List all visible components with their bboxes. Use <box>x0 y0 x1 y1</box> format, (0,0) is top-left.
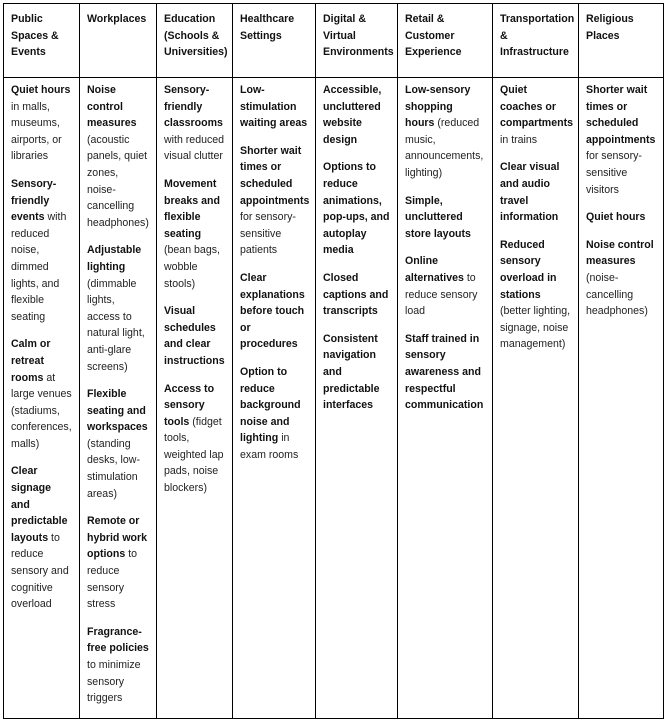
list-item <box>11 176 72 325</box>
item-detail: to reduce sensory and cognitive overload <box>11 531 69 611</box>
list-item <box>164 303 225 369</box>
item-title: Sensory-friendly events <box>11 177 57 224</box>
list-item <box>240 143 308 259</box>
list-item <box>500 237 571 353</box>
header-education: Education (Schools & Universities) <box>157 4 233 78</box>
list-item <box>87 513 149 613</box>
item-title: Option to reduce background noise and lighting <box>240 365 301 445</box>
header-retail: Retail & Customer Experience <box>398 4 493 78</box>
item-title: Simple, uncluttered store layouts <box>405 194 471 240</box>
list-item <box>323 270 390 320</box>
item-title: Clear signage and predictable layouts <box>11 465 68 544</box>
header-healthcare: Healthcare Settings <box>233 4 316 78</box>
item-title: Options to reduce animations, pop-ups, and autoplay media <box>323 161 390 257</box>
item-title: Noise control measures <box>586 238 654 268</box>
list-item <box>87 386 149 502</box>
item-title: Noise control measures <box>87 84 137 130</box>
item-detail: (better lighting, signage, noise management) <box>500 305 571 351</box>
item-detail: (standing desks, low-stimulation areas) <box>87 437 140 500</box>
item-detail: with reduced visual clutter <box>164 133 225 163</box>
list-item <box>164 381 225 497</box>
item-detail: with reduced noise, dimmed lights, and flexible seating <box>11 211 67 323</box>
header-public-spaces: Public Spaces & Events <box>4 4 80 78</box>
item-title: Clear visual and audio travel information <box>500 161 560 224</box>
item-title: Calm or retreat rooms <box>11 338 51 384</box>
item-detail: (noise-cancelling headphones) <box>586 271 648 318</box>
header-religious: Religious Places <box>579 4 664 78</box>
accommodations-table <box>3 3 664 719</box>
list-item <box>405 331 485 414</box>
item-title: Consistent navigation and predictable interfaces <box>323 332 380 412</box>
list-item <box>500 159 571 225</box>
item-title: Staff trained in sensory awareness and respectful communication <box>405 332 484 412</box>
item-title: Access to sensory tools <box>164 382 215 428</box>
list-item <box>87 82 149 231</box>
item-title: Clear explanations before touch or procedures <box>240 271 305 351</box>
item-detail: to reduce sensory load <box>405 271 478 318</box>
item-detail: (acoustic panels, quiet zones, noise-cancelling headphones) <box>87 133 149 229</box>
item-title: Low-sensory shopping hours <box>405 84 471 130</box>
cell-healthcare <box>233 78 316 719</box>
item-title: Reduced sensory overload in stations <box>500 238 557 301</box>
cell-education <box>157 78 233 719</box>
list-item <box>323 159 390 259</box>
item-detail: (bean bags, wobble stools) <box>164 244 220 290</box>
cell-digital <box>316 78 398 719</box>
list-item <box>11 336 72 452</box>
item-detail: in malls, museums, airports, or libraries <box>11 100 62 163</box>
list-item <box>11 463 72 612</box>
header-transportation: Transportation & Infrastructure <box>493 4 579 78</box>
list-item <box>323 331 390 414</box>
list-item <box>500 82 571 148</box>
list-item <box>87 242 149 375</box>
item-title: Sensory-friendly classrooms <box>164 84 223 130</box>
item-title: Flexible seating and workspaces <box>87 388 148 434</box>
item-title: Visual schedules and clear instructions <box>164 305 225 367</box>
list-item <box>87 624 149 707</box>
item-title: Fragrance-free policies <box>87 625 149 655</box>
header-digital: Digital & Virtual Environments <box>316 4 398 78</box>
item-title: Quiet coaches or compartments <box>500 84 573 130</box>
item-detail: to minimize sensory triggers <box>87 659 141 705</box>
item-detail: at large venues (stadiums, conferences, malls) <box>11 371 72 450</box>
cell-retail <box>398 78 493 719</box>
item-title: Quiet hours <box>11 84 71 96</box>
cell-public-spaces <box>4 78 80 719</box>
list-item <box>240 270 308 353</box>
item-detail: for sensory-sensitive visitors <box>586 150 642 196</box>
item-detail: for sensory-sensitive patients <box>240 211 296 257</box>
item-detail: in trains <box>500 133 538 146</box>
item-title: Online alternatives <box>405 255 464 284</box>
item-title: Remote or hybrid work options <box>87 515 148 561</box>
item-title: Closed captions and transcripts <box>323 271 389 318</box>
list-item <box>586 237 656 320</box>
cell-transportation <box>493 78 579 719</box>
item-title: Quiet hours <box>586 211 646 224</box>
item-detail: to reduce sensory stress <box>87 548 138 611</box>
item-title: Shorter wait times or scheduled appointments <box>586 84 656 146</box>
list-item <box>586 209 656 226</box>
item-title: Accessible, uncluttered website design <box>323 84 382 146</box>
list-item <box>586 82 656 198</box>
item-detail: (reduced music, announcements, lighting) <box>405 117 484 179</box>
header-workplaces: Workplaces <box>80 4 157 78</box>
list-item <box>323 82 390 148</box>
cell-religious <box>579 78 664 719</box>
cell-workplaces <box>80 78 157 719</box>
content-row <box>4 78 664 719</box>
item-detail: in exam rooms <box>240 432 299 461</box>
list-item <box>164 176 225 292</box>
item-title: Adjustable lighting <box>87 244 142 273</box>
list-item <box>11 82 72 165</box>
item-title: Low-stimulation waiting areas <box>240 84 308 130</box>
item-detail: (dimmable lights, access to natural light, anti-glare screens) <box>87 277 145 373</box>
list-item <box>405 253 485 319</box>
item-title: Movement breaks and flexible seating <box>164 177 220 240</box>
item-detail: (fidget tools, weighted lap pads, noise blockers) <box>164 415 224 495</box>
list-item <box>240 364 308 464</box>
list-item <box>405 82 485 182</box>
list-item <box>240 82 308 132</box>
list-item <box>164 82 225 165</box>
header-row <box>4 4 664 78</box>
list-item <box>405 193 485 243</box>
item-title: Shorter wait times or scheduled appointments <box>240 144 310 207</box>
